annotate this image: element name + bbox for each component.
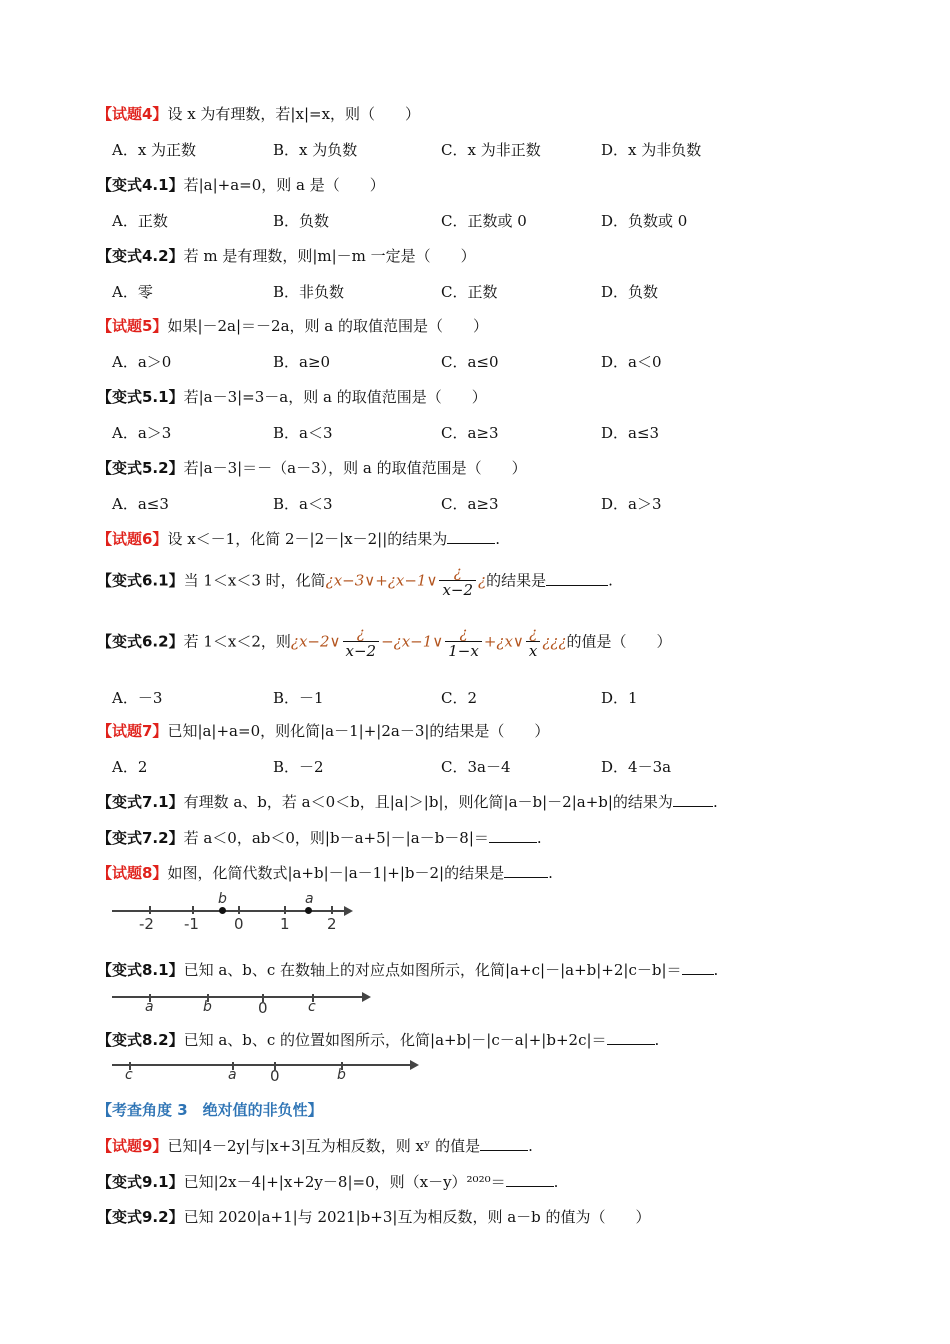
variant-text: 若|a－3|=3－a，则 a 的取值范围是（ ） — [183, 388, 487, 406]
option-d: D．负数 — [601, 283, 659, 301]
answer-blank[interactable] — [607, 1030, 655, 1045]
option-c: C．3a－4 — [441, 758, 511, 776]
variant-4-2 — [97, 245, 476, 266]
option-b: B．负数 — [273, 212, 330, 230]
variant-tag: 【变式6.2】 — [97, 632, 184, 651]
question-8: 【试题8】如图，化简代数式|a+b|－|a－1|+|b－2|的结果是 . — [97, 864, 553, 882]
tick-label: 0 — [258, 999, 268, 1017]
answer-blank[interactable] — [489, 828, 537, 843]
math-expression: ¿x−3∨+¿x−1∨ — [325, 571, 438, 590]
option-c: C．正数 — [441, 283, 498, 301]
option-d: D．a≤3 — [601, 424, 660, 442]
variant-5-2 — [97, 457, 527, 478]
question-text: 如果|－2a|＝－2a，则 a 的取值范围是（ ） — [167, 317, 488, 335]
variant-4-1 — [97, 174, 385, 195]
option-b: B．a≥0 — [273, 353, 331, 371]
variant-tag: 【变式7.2】 — [97, 829, 184, 847]
option-c: C．2 — [441, 689, 478, 707]
number-line-v81 — [112, 988, 374, 1018]
point-label: b — [337, 1067, 346, 1083]
option-a: A．零 — [112, 283, 153, 301]
fraction: $\frac{¿}{x-2}$ — [439, 564, 476, 599]
variant-tag: 【变式7.1】 — [97, 793, 184, 811]
tick-label: -1 — [184, 915, 199, 933]
option-d: D．负数或 0 — [601, 212, 688, 230]
answer-blank[interactable] — [504, 863, 548, 878]
option-c: C．正数或 0 — [441, 212, 527, 230]
fraction: $\frac{¿}{x}$ — [526, 625, 540, 660]
tick-label: 1 — [280, 915, 290, 933]
variant-5-1 — [97, 386, 487, 407]
number-line-v82 — [112, 1058, 422, 1088]
variant-tag: 【变式6.1】 — [97, 571, 184, 590]
tick-label: 0 — [270, 1067, 280, 1085]
answer-blank[interactable] — [673, 792, 713, 807]
answer-blank[interactable] — [480, 1136, 528, 1151]
variant-text: 已知 a、b、c 的位置如图所示，化简|a+b|－|c－a|+|b+2c|＝ — [183, 1031, 607, 1049]
answer-blank[interactable] — [682, 960, 714, 975]
variant-9-2 — [97, 1206, 651, 1227]
answer-blank[interactable] — [506, 1172, 554, 1187]
option-b: B．－2 — [273, 758, 324, 776]
tick-label: 2 — [327, 915, 337, 933]
option-d: D．1 — [601, 689, 638, 707]
question-tag: 【试题8】 — [97, 864, 168, 882]
question-5 — [97, 315, 488, 336]
answer-blank[interactable] — [546, 571, 608, 586]
point-label: a — [305, 891, 314, 907]
point-label: c — [125, 1067, 133, 1083]
option-b: B．a＜3 — [273, 424, 333, 442]
question-text: 设 x＜－1，化简 2－|2－|x－2||的结果为 — [167, 530, 448, 548]
fraction: $\frac{¿}{x-2}$ — [343, 625, 380, 660]
option-a: A．a≤3 — [112, 495, 169, 513]
point-label: a — [228, 1067, 237, 1083]
point-a-dot — [305, 907, 312, 914]
variant-7-2: 【变式7.2】若 a＜0，ab＜0，则|b－a+5|－|a－b－8|＝ . — [97, 829, 542, 847]
section-heading: 【考查角度 3 绝对值的非负性】 — [97, 1101, 323, 1119]
option-b: B．a＜3 — [273, 495, 333, 513]
option-a: A．a＞3 — [112, 424, 172, 442]
option-a: A．2 — [112, 758, 148, 776]
variant-6-2: 【变式6.2】若 1＜x＜2，则¿x−2∨ $\frac{¿}{x-2}$ −¿x−1∨ $\frac{¿}{1-x}$ +¿x∨ $\frac{¿}{x}$ ¿¿¿的值是（ ） — [97, 624, 672, 660]
question-tag: 【试题6】 — [97, 530, 168, 548]
option-c: C．a≥3 — [441, 495, 499, 513]
point-label: a — [145, 999, 154, 1015]
variant-text: 已知 2020|a+1|与 2021|b+3|互为相反数，则 a－b 的值为（ ） — [183, 1208, 651, 1226]
question-4 — [97, 103, 420, 124]
point-label: b — [203, 999, 212, 1015]
variant-tag: 【变式9.2】 — [97, 1208, 184, 1226]
tick-label: 0 — [234, 915, 244, 933]
point-b-dot — [219, 907, 226, 914]
variant-8-2: 【变式8.2】已知 a、b、c 的位置如图所示，化简|a+b|－|c－a|+|b+2c|＝ . — [97, 1031, 660, 1049]
variant-6-1: 【变式6.1】当 1＜x＜3 时，化简¿x−3∨+¿x−1∨ $\frac{¿}{x-2}$ ¿的结果是 . — [97, 563, 613, 599]
variant-text: 有理数 a、b，若 a＜0＜b，且|a|＞|b|，则化简|a－b|－2|a+b|的结果为 — [183, 793, 673, 811]
option-b: B．非负数 — [273, 283, 345, 301]
option-c: C．a≤0 — [441, 353, 499, 371]
variant-text: 已知 a、b、c 在数轴上的对应点如图所示，化简|a+c|－|a+b|+2|c－b|＝ — [183, 961, 682, 979]
variant-text: 若|a－3|＝－（a－3），则 a 的取值范围是（ ） — [183, 459, 527, 477]
option-b: B．x 为负数 — [273, 141, 358, 159]
option-a: A．正数 — [112, 212, 168, 230]
option-c: C．a≥3 — [441, 424, 499, 442]
point-label: c — [308, 999, 316, 1015]
option-b: B．－1 — [273, 689, 324, 707]
option-a: A．－3 — [112, 689, 163, 707]
question-text: 设 x 为有理数，若|x|=x，则（ ） — [167, 105, 421, 123]
variant-tag: 【变式8.1】 — [97, 961, 184, 979]
question-tag: 【试题7】 — [97, 722, 168, 740]
question-9: 【试题9】已知|4－2y|与|x+3|互为相反数，则 xʸ 的值是 . — [97, 1137, 533, 1155]
fraction: $\frac{¿}{1-x}$ — [445, 625, 482, 660]
question-text: 已知|4－2y|与|x+3|互为相反数，则 xʸ 的值是 — [167, 1137, 481, 1155]
variant-tag: 【变式4.1】 — [97, 176, 184, 194]
variant-tag: 【变式9.1】 — [97, 1173, 184, 1191]
question-7 — [97, 720, 549, 741]
variant-text: 若 a＜0，ab＜0，则|b－a+5|－|a－b－8|＝ — [183, 829, 489, 847]
variant-7-1: 【变式7.1】有理数 a、b，若 a＜0＜b，且|a|＞|b|，则化简|a－b|－2|a+b|的结果为 . — [97, 793, 718, 811]
question-tag: 【试题4】 — [97, 105, 168, 123]
variant-tag: 【变式5.1】 — [97, 388, 184, 406]
option-c: C．x 为非正数 — [441, 141, 541, 159]
answer-blank[interactable] — [447, 529, 495, 544]
variant-8-1: 【变式8.1】已知 a、b、c 在数轴上的对应点如图所示，化简|a+c|－|a+b|+2|c－b|＝ . — [97, 961, 719, 979]
variant-9-1: 【变式9.1】已知|2x－4|+|x+2y－8|=0，则（x－y）²⁰²⁰＝ . — [97, 1173, 559, 1191]
variant-text: 已知|2x－4|+|x+2y－8|=0，则（x－y）²⁰²⁰＝ — [183, 1173, 506, 1191]
option-a: A．x 为正数 — [112, 141, 197, 159]
question-text: 已知|a|+a=0，则化简|a－1|+|2a－3|的结果是（ ） — [167, 722, 550, 740]
option-d: D．a＞3 — [601, 495, 662, 513]
question-6: 【试题6】设 x＜－1，化简 2－|2－|x－2||的结果为 . — [97, 530, 501, 548]
question-tag: 【试题5】 — [97, 317, 168, 335]
option-d: D．4－3a — [601, 758, 672, 776]
variant-text: 若 m 是有理数，则|m|－m 一定是（ ） — [183, 247, 476, 265]
point-label: b — [218, 891, 227, 907]
tick-label: -2 — [139, 915, 154, 933]
number-line-q8 — [112, 892, 357, 937]
variant-tag: 【变式5.2】 — [97, 459, 184, 477]
variant-tag: 【变式4.2】 — [97, 247, 184, 265]
variant-tag: 【变式8.2】 — [97, 1031, 184, 1049]
option-d: D．x 为非负数 — [601, 141, 702, 159]
question-text: 如图，化简代数式|a+b|－|a－1|+|b－2|的结果是 — [167, 864, 505, 882]
question-tag: 【试题9】 — [97, 1137, 168, 1155]
option-d: D．a＜0 — [601, 353, 662, 371]
variant-text: 若|a|+a=0，则 a 是（ ） — [183, 176, 385, 194]
option-a: A．a＞0 — [112, 353, 172, 371]
